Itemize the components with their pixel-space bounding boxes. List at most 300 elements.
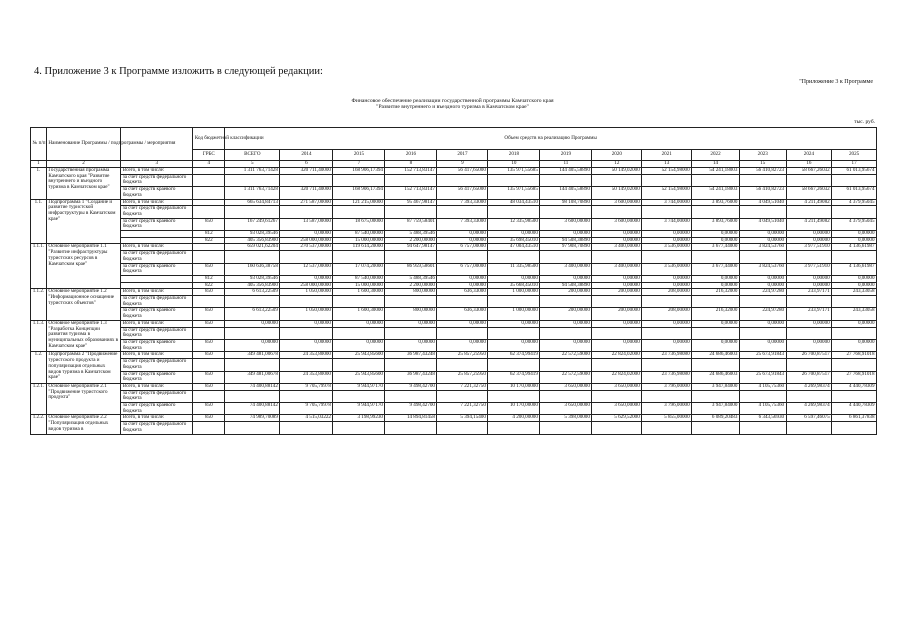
amount-cell	[225, 422, 280, 434]
column-number: 10	[488, 161, 540, 168]
amount-cell	[280, 422, 333, 434]
table-row	[31, 327, 877, 339]
amount-cell: 62 374,99419	[488, 371, 540, 383]
grbs-code	[193, 296, 225, 308]
amount-cell: 95 467,98147	[385, 199, 437, 206]
grbs-code: 850	[193, 263, 225, 275]
amount-cell: 50 149,02000	[592, 168, 642, 175]
amount-cell	[437, 422, 488, 434]
amount-cell: 270 537,00000	[280, 244, 333, 251]
header-year: 2021	[642, 150, 692, 161]
grbs-code	[193, 206, 225, 218]
amount-cell: 0,00000	[592, 339, 642, 351]
amount-cell: 2 200,00000	[385, 237, 437, 244]
amount-cell	[832, 174, 877, 186]
amount-cell: 3 400,00000	[592, 244, 642, 251]
amount-cell	[437, 359, 488, 371]
amount-cell: 152 713,83147	[385, 168, 437, 175]
amount-cell: 0,00000	[786, 275, 832, 282]
amount-cell: 36 987,43248	[385, 371, 437, 383]
amount-cell	[642, 206, 692, 218]
amount-cell: 87 540,00000	[333, 231, 385, 238]
amount-cell: 93 028,39546	[225, 231, 280, 238]
table-row	[31, 174, 877, 186]
grbs-code	[193, 168, 225, 175]
column-number: 13	[642, 161, 692, 168]
amount-cell	[739, 206, 786, 218]
amount-cell	[280, 359, 333, 371]
amount-cell: 0,00000	[540, 320, 592, 327]
header-year: 2016	[385, 150, 437, 161]
amount-cell: 3 650,00000	[592, 403, 642, 415]
table-row	[31, 422, 877, 434]
amount-cell: 13 587,00000	[280, 218, 333, 230]
amount-cell	[225, 359, 280, 371]
amount-cell: 5 855,00000	[642, 415, 692, 422]
amount-cell: 0,00000	[540, 339, 592, 351]
header-year: 2025	[832, 150, 877, 161]
funding-source: за счет средств краевого бюджета	[121, 371, 193, 383]
table-row	[31, 403, 877, 415]
amount-cell: 0,00000	[832, 282, 877, 289]
amount-cell	[225, 390, 280, 402]
amount-cell: 0,00000	[437, 275, 488, 282]
amount-cell: 47 004,43510	[488, 244, 540, 251]
amount-cell	[437, 251, 488, 263]
amount-cell: 243,33058	[832, 289, 877, 296]
amount-cell: 61 013,95674	[832, 187, 877, 199]
amount-cell: 9 705,79978	[280, 403, 333, 415]
amount-cell: 9 944,97170	[333, 383, 385, 390]
amount-cell: 52 154,98000	[642, 168, 692, 175]
funding-source: Всего, в том числе:	[121, 383, 193, 390]
amount-cell	[832, 251, 877, 263]
amount-cell: 5 394,15400	[437, 415, 488, 422]
header-grbs: ГРБС	[193, 150, 225, 161]
column-number: 11	[540, 161, 592, 168]
amount-cell	[786, 251, 832, 263]
table-title-line-1: Финансовое обеспечение реализации государственной программы Камчатского края	[351, 98, 554, 104]
table-row	[31, 263, 877, 275]
amount-cell	[786, 327, 832, 339]
amount-cell	[280, 251, 333, 263]
amount-cell: 7 221,32750	[437, 383, 488, 390]
amount-cell	[488, 359, 540, 371]
amount-cell	[692, 422, 740, 434]
row-name: Основное мероприятие 1.2 "Информационное оснащение туристских объектов"	[46, 289, 120, 321]
amount-cell: 5 398,00000	[540, 415, 592, 422]
amount-cell	[592, 251, 642, 263]
amount-cell	[225, 206, 280, 218]
amount-cell: 24 686,46003	[692, 371, 740, 383]
amount-cell: 3 977,51910	[786, 244, 832, 251]
funding-source: за счет средств федерального бюджета	[121, 251, 193, 263]
amount-cell: 25 673,91843	[739, 352, 786, 359]
row-name: Основное мероприятие 2.1 "Продвижение туристского продукта"	[46, 383, 120, 415]
amount-cell	[385, 327, 437, 339]
amount-cell: 56 410,82723	[739, 187, 786, 199]
amount-cell	[786, 296, 832, 308]
table-body	[31, 168, 877, 435]
amount-cell: 22 824,02000	[592, 352, 642, 359]
grbs-code	[193, 422, 225, 434]
grbs-code: 812	[193, 275, 225, 282]
amount-cell: 1 000,00000	[488, 308, 540, 320]
amount-cell	[280, 296, 333, 308]
row-number: 1.2.2.	[31, 415, 47, 434]
amount-cell: 0,00000	[488, 320, 540, 327]
funding-source	[121, 231, 193, 238]
amount-cell	[642, 422, 692, 434]
amount-cell: 61 013,95674	[832, 168, 877, 175]
amount-cell: 87 540,00000	[333, 275, 385, 282]
amount-cell: 48 034,43510	[488, 199, 540, 206]
amount-cell: 200,00000	[592, 289, 642, 296]
grbs-code: 850	[193, 383, 225, 390]
amount-cell: 3 650,00000	[592, 383, 642, 390]
grbs-code	[193, 187, 225, 199]
amount-cell	[437, 206, 488, 218]
amount-cell: 152 713,83147	[385, 187, 437, 199]
amount-cell	[280, 390, 333, 402]
funding-source: Всего, в том числе:	[121, 415, 193, 422]
header-year: 2020	[592, 150, 642, 161]
amount-cell: 58 667,26032	[786, 187, 832, 199]
amount-cell: 6 089,20483	[692, 415, 740, 422]
grbs-code: 850	[193, 289, 225, 296]
amount-cell: 1 311 763,71428	[225, 168, 280, 175]
amount-cell: 4 136,61987	[832, 244, 877, 251]
amount-cell: 0,00000	[437, 339, 488, 351]
amount-cell: 94 508,38890	[540, 282, 592, 289]
amount-cell	[832, 422, 877, 434]
amount-cell: 18 675,00000	[333, 218, 385, 230]
amount-cell: 0,00000	[692, 320, 740, 327]
amount-cell: 25 943,85600	[333, 371, 385, 383]
amount-cell: 0,00000	[642, 339, 692, 351]
amount-cell: 9 498,42700	[385, 403, 437, 415]
header-year: 2019	[540, 150, 592, 161]
amount-cell: 25 857,25950	[437, 352, 488, 359]
column-number: 1	[31, 161, 47, 168]
amount-cell: 258 000,00000	[280, 282, 333, 289]
amount-cell: 0,00000	[592, 231, 642, 238]
amount-cell	[488, 206, 540, 218]
grbs-code	[193, 327, 225, 339]
amount-cell	[832, 327, 877, 339]
amount-cell: 144 405,58890	[540, 168, 592, 175]
amount-cell	[692, 296, 740, 308]
amount-cell: 320 711,40000	[280, 168, 333, 175]
amount-cell	[592, 296, 642, 308]
amount-cell	[280, 206, 333, 218]
amount-cell: 54 241,18003	[692, 187, 740, 199]
amount-cell	[739, 422, 786, 434]
funding-source: за счет средств федерального бюджета	[121, 422, 193, 434]
amount-cell: 349 481,00678	[225, 371, 280, 383]
amount-cell: 4 211,49082	[786, 218, 832, 230]
row-number: 1.2.1.	[31, 383, 47, 415]
amount-cell: 243,33058	[832, 308, 877, 320]
amount-cell: 0,00000	[692, 339, 740, 351]
header-year: 2017	[437, 150, 488, 161]
column-number: 8	[385, 161, 437, 168]
amount-cell	[692, 327, 740, 339]
amount-cell: 665 634,84713	[225, 199, 280, 206]
amount-cell: 0,00000	[540, 275, 592, 282]
amount-cell	[642, 359, 692, 371]
amount-cell: 0,00000	[832, 320, 877, 327]
row-name: Основное мероприятие 1.3 "Разработка Концепции развития туризма в муниципальных образованиях в Камчатском крае"	[46, 320, 120, 352]
grbs-code: 850	[193, 308, 225, 320]
amount-cell	[786, 174, 832, 186]
amount-cell: 258 000,00000	[280, 237, 333, 244]
amount-cell: 97 908,70890	[540, 244, 592, 251]
amount-cell: 50 149,02000	[592, 187, 642, 199]
amount-cell: 0,00000	[280, 320, 333, 327]
header-num: № п/п	[31, 128, 47, 161]
amount-cell: 86 959,58601	[385, 263, 437, 275]
amount-cell	[592, 206, 642, 218]
table-row	[31, 275, 877, 282]
amount-cell	[333, 359, 385, 371]
amount-cell: 4 211,49082	[786, 199, 832, 206]
header-year: 2018	[488, 150, 540, 161]
amount-cell	[385, 206, 437, 218]
amount-cell: 24 353,80000	[280, 371, 333, 383]
amount-cell: 119 614,20000	[333, 244, 385, 251]
table-row	[31, 218, 877, 230]
amount-cell: 6 861,37838	[832, 415, 877, 422]
amount-cell: 800,00000	[385, 289, 437, 296]
row-name: Государственная программа Камчатского края "Развитие внутреннего и въездного туризма в Камчатском крае"	[46, 168, 120, 200]
amount-cell: 0,00000	[437, 237, 488, 244]
amount-cell: 6 757,00000	[437, 244, 488, 251]
row-name: Основное мероприятие 2.2 "Популяризация отдельных видов туризма в	[46, 415, 120, 434]
column-number: 4	[193, 161, 225, 168]
amount-cell: 6 613,22509	[225, 308, 280, 320]
grbs-code: 850	[193, 415, 225, 422]
amount-cell: 0,00000	[488, 339, 540, 351]
amount-cell: 0,00000	[692, 282, 740, 289]
table-row	[31, 339, 877, 351]
funding-source: Всего, в том числе:	[121, 289, 193, 296]
amount-cell: 0,00000	[832, 237, 877, 244]
grbs-code: 812	[193, 231, 225, 238]
amount-cell: 5 629,52000	[592, 415, 642, 422]
amount-cell	[642, 327, 692, 339]
amount-cell: 56 417,65000	[437, 187, 488, 199]
amount-cell: 135 971,55685	[488, 168, 540, 175]
column-number: 12	[592, 161, 642, 168]
amount-cell: 74 400,88142	[225, 403, 280, 415]
table-row	[31, 371, 877, 383]
header-amount: Объем средств на реализацию Программы	[225, 128, 877, 150]
amount-cell	[540, 327, 592, 339]
amount-cell	[540, 422, 592, 434]
header-code: Код бюджетной классификации	[193, 128, 225, 150]
amount-cell: 3 198,99230	[333, 415, 385, 422]
table-row	[31, 187, 877, 199]
amount-cell: 5 488,39546	[385, 231, 437, 238]
amount-cell: 10 170,00000	[488, 383, 540, 390]
row-number: 1.1.	[31, 199, 47, 244]
amount-cell: 0,00000	[642, 237, 692, 244]
amount-cell	[739, 174, 786, 186]
column-number: 5	[225, 161, 280, 168]
grbs-code: 850	[193, 218, 225, 230]
header-name: Наименование Программы / подпрограммы / мероприятия	[46, 128, 120, 161]
amount-cell: 74 400,88142	[225, 383, 280, 390]
amount-cell	[225, 327, 280, 339]
amount-cell: 4 269,98374	[786, 383, 832, 390]
amount-cell: 35 668,45010	[488, 282, 540, 289]
amount-cell: 0,00000	[786, 237, 832, 244]
amount-cell	[540, 174, 592, 186]
amount-cell	[739, 359, 786, 371]
amount-cell: 3 824,53760	[739, 244, 786, 251]
amount-cell: 0,00000	[739, 275, 786, 282]
amount-cell: 0,00000	[385, 320, 437, 327]
amount-cell: 405 356,83900	[225, 282, 280, 289]
amount-cell: 0,00000	[540, 231, 592, 238]
amount-cell: 0,00000	[280, 275, 333, 282]
amount-cell: 0,00000	[437, 320, 488, 327]
amount-cell: 24 686,46003	[692, 352, 740, 359]
grbs-code: 822	[193, 237, 225, 244]
amount-cell	[642, 251, 692, 263]
amount-cell: 14 894,81458	[385, 415, 437, 422]
table-title-line-2: "Развитие внутреннего и въездного туризма в Камчатском крае"	[376, 104, 529, 111]
amount-cell: 216,32000	[692, 308, 740, 320]
financing-table	[30, 127, 877, 435]
funding-source: Всего, в том числе:	[121, 320, 193, 327]
amount-cell: 1 600,30000	[333, 289, 385, 296]
table-title	[0, 98, 905, 111]
amount-cell: 1 000,00000	[488, 289, 540, 296]
row-name: Подпрограмма 1 "Создание и развитие туристской инфраструктуры в Камчатском крае"	[46, 199, 120, 244]
amount-cell	[642, 174, 692, 186]
amount-cell: 3 400,00000	[592, 263, 642, 275]
amount-cell	[592, 359, 642, 371]
amount-cell	[385, 174, 437, 186]
funding-source: за счет средств федерального бюджета	[121, 359, 193, 371]
amount-cell: 1 050,00000	[280, 289, 333, 296]
amount-cell: 233,97171	[786, 308, 832, 320]
amount-cell	[642, 390, 692, 402]
amount-cell: 0,00000	[592, 320, 642, 327]
unit-label: тыс. руб.	[854, 119, 875, 125]
amount-cell: 271 587,00000	[280, 199, 333, 206]
column-number: 9	[437, 161, 488, 168]
row-name: Основное мероприятие 1.1 "Развитие инфраструктуры туристских ресурсов в Камчатском крае"	[46, 244, 120, 289]
amount-cell	[385, 251, 437, 263]
amount-cell: 3 677,44000	[692, 244, 740, 251]
funding-source	[121, 275, 193, 282]
amount-cell	[832, 359, 877, 371]
amount-cell	[540, 296, 592, 308]
funding-source: Всего, в том числе:	[121, 199, 193, 206]
amount-cell	[437, 174, 488, 186]
header-year: 2024	[786, 150, 832, 161]
amount-cell	[692, 390, 740, 402]
amount-cell	[225, 296, 280, 308]
funding-source: за счет средств краевого бюджета	[121, 403, 193, 415]
amount-cell	[739, 390, 786, 402]
amount-cell	[786, 359, 832, 371]
funding-source: за счет средств краевого бюджета	[121, 308, 193, 320]
amount-cell	[385, 422, 437, 434]
amount-cell: 200,00000	[540, 308, 592, 320]
amount-cell: 3 400,00000	[540, 263, 592, 275]
amount-cell	[786, 422, 832, 434]
amount-cell: 208,00000	[642, 289, 692, 296]
amount-cell: 0,00000	[642, 282, 692, 289]
column-number: 7	[333, 161, 385, 168]
amount-cell: 4 136,61987	[832, 263, 877, 275]
amount-cell: 0,00000	[642, 231, 692, 238]
amount-cell	[488, 422, 540, 434]
amount-cell: 4 440,78309	[832, 403, 877, 415]
amount-cell: 9 944,97170	[333, 403, 385, 415]
amount-cell: 94 647,98147	[385, 244, 437, 251]
amount-cell	[592, 422, 642, 434]
amount-cell: 6 613,22509	[225, 289, 280, 296]
amount-cell: 3 650,00000	[540, 383, 592, 390]
amount-cell	[540, 359, 592, 371]
amount-cell: 144 405,58890	[540, 187, 592, 199]
amount-cell: 36 987,43248	[385, 352, 437, 359]
amount-cell: 3 977,51910	[786, 263, 832, 275]
amount-cell: 7 221,32750	[437, 403, 488, 415]
amount-cell	[739, 251, 786, 263]
table-row	[31, 296, 877, 308]
amount-cell: 2 200,00000	[385, 282, 437, 289]
grbs-code: 850	[193, 320, 225, 327]
amount-cell: 3 947,84000	[692, 403, 740, 415]
amount-cell	[280, 327, 333, 339]
amount-cell: 0,00000	[786, 282, 832, 289]
amount-cell: 24 353,80000	[280, 352, 333, 359]
amount-cell: 167 249,61267	[225, 218, 280, 230]
table-row	[31, 308, 877, 320]
amount-cell: 0,00000	[592, 282, 642, 289]
amount-cell: 98 108,70890	[540, 199, 592, 206]
amount-cell	[333, 390, 385, 402]
amount-cell: 0,00000	[692, 237, 740, 244]
amount-cell: 233,97171	[786, 289, 832, 296]
amount-cell: 0,00000	[786, 231, 832, 238]
amount-cell: 93 028,39546	[225, 275, 280, 282]
amount-cell: 135 971,55685	[488, 187, 540, 199]
funding-source: за счет средств краевого бюджета	[121, 218, 193, 230]
appendix-note: "Приложение 3 к Программе	[799, 79, 873, 85]
amount-cell	[333, 206, 385, 218]
amount-cell	[385, 359, 437, 371]
amount-cell	[488, 251, 540, 263]
table-row	[31, 251, 877, 263]
amount-cell: 4 269,98374	[786, 403, 832, 415]
amount-cell: 0,00000	[642, 320, 692, 327]
amount-cell: 11 335,98500	[488, 263, 540, 275]
amount-cell	[488, 296, 540, 308]
amount-cell: 22 572,59000	[540, 352, 592, 359]
amount-cell: 224,97280	[739, 308, 786, 320]
amount-cell: 23 736,98080	[642, 352, 692, 359]
amount-cell: 636,33000	[437, 308, 488, 320]
amount-cell: 0,00000	[832, 339, 877, 351]
amount-cell	[333, 296, 385, 308]
